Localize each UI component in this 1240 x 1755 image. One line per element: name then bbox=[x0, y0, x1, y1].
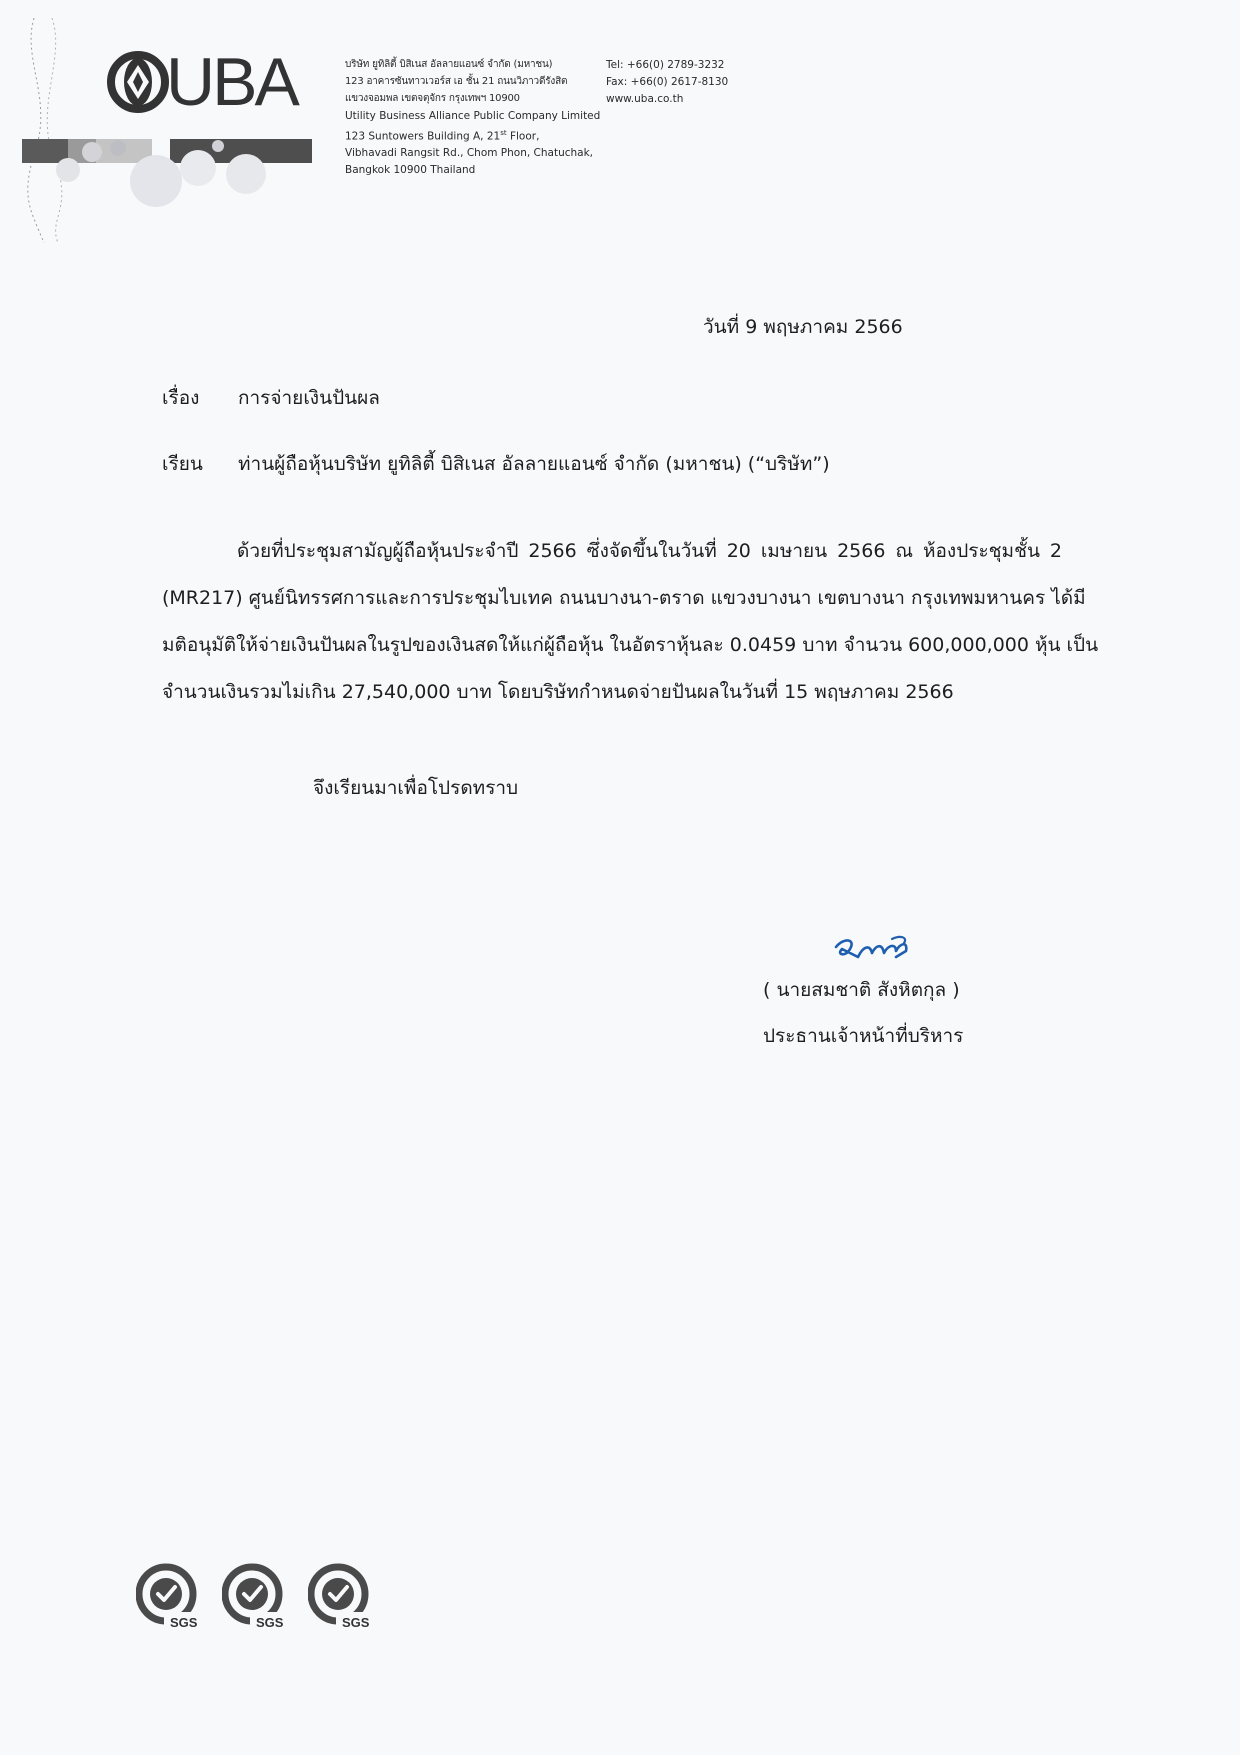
signature-image bbox=[830, 933, 912, 971]
address-en-line1 bbox=[345, 125, 595, 145]
body-line: ด้วยที่ประชุมสามัญผู้ถือหุ้นประจำปี 2566 ซึ่งจัดขึ้นในวันที่ 20 เมษายน 2566 ณ ห้องประชุมชั้น 2 bbox=[237, 540, 1062, 562]
recipient-row bbox=[162, 449, 830, 479]
sgs-certification-icon bbox=[136, 1562, 200, 1632]
company-address-block bbox=[345, 57, 601, 179]
website-link[interactable]: www.uba.co.th bbox=[606, 92, 684, 105]
uba-logo-mark-icon bbox=[111, 55, 165, 109]
floor-suffix: st bbox=[500, 128, 507, 137]
subject-text: การจ่ายเงินปันผล bbox=[238, 387, 380, 409]
recipient-label: เรียน bbox=[162, 453, 203, 475]
address-en-line1-text: 123 Suntowers Building A, 21 bbox=[345, 130, 501, 143]
company-en-name: Utility Business Alliance Public Company Limited bbox=[345, 109, 601, 122]
sgs-label: SGS bbox=[256, 1615, 284, 1630]
fax-number: Fax: +66(0) 2617-8130 bbox=[606, 75, 729, 88]
signer-name: ( นายสมชาติ สังหิตกุล ) bbox=[763, 979, 960, 1001]
sgs-certification-icon bbox=[308, 1562, 372, 1632]
recipient-text: ท่านผู้ถือหุ้นบริษัท ยูทิลิตี้ บิสิเนส อัลลายแอนซ์ จำกัด (มหาชน) (“บริษัท”) bbox=[238, 453, 830, 475]
address-th-line1: 123 อาคารซันทาวเวอร์ส เอ ชั้น 21 ถนนวิภาวดีรังสิต bbox=[345, 75, 568, 87]
contact-block bbox=[606, 57, 746, 108]
address-en-line3: Bangkok 10900 Thailand bbox=[345, 163, 476, 176]
letter-date: วันที่ 9 พฤษภาคม 2566 bbox=[703, 316, 903, 338]
body-line: มติอนุมัติให้จ่ายเงินปันผลในรูปของเงินสดให้แก่ผู้ถือหุ้น ในอัตราหุ้นละ 0.0459 บาท จำนวน 600,000,000 หุ้น เป็น bbox=[162, 634, 1099, 656]
body-line: จำนวนเงินรวมไม่เกิน 27,540,000 บาท โดยบริษัทกำหนดจ่ายปันผลในวันที่ 15 พฤษภาคม 2566 bbox=[162, 681, 954, 703]
sgs-label: SGS bbox=[342, 1615, 370, 1630]
company-th-name: บริษัท ยูทิลิตี้ บิสิเนส อัลลายแอนซ์ จำกัด (มหาชน) bbox=[345, 59, 553, 70]
address-en-floor: Floor, bbox=[506, 130, 540, 143]
closing-text: จึงเรียนมาเพื่อโปรดทราบ bbox=[313, 777, 519, 799]
address-th-line2: แขวงจอมพล เขตจตุจักร กรุงเทพฯ 10900 bbox=[345, 92, 520, 104]
certification-logos bbox=[136, 1562, 372, 1632]
body-line: (MR217) ศูนย์นิทรรศการและการประชุมไบเทค ถนนบางนา-ตราด แขวงบางนา เขตบางนา กรุงเทพมหานคร ได้มี bbox=[162, 587, 1086, 609]
body-paragraph bbox=[162, 537, 1099, 725]
sgs-label: SGS bbox=[170, 1615, 198, 1630]
sgs-certification-icon bbox=[222, 1562, 286, 1632]
address-en-line2: Vibhavadi Rangsit Rd., Chom Phon, Chatuchak, bbox=[345, 147, 594, 160]
uba-logo-text: UBA bbox=[166, 44, 297, 120]
signer-title: ประธานเจ้าหน้าที่บริหาร bbox=[763, 1025, 964, 1047]
subject-row bbox=[162, 383, 380, 413]
tel-number: Tel: +66(0) 2789-3232 bbox=[606, 59, 725, 71]
subject-label: เรื่อง bbox=[162, 387, 200, 409]
